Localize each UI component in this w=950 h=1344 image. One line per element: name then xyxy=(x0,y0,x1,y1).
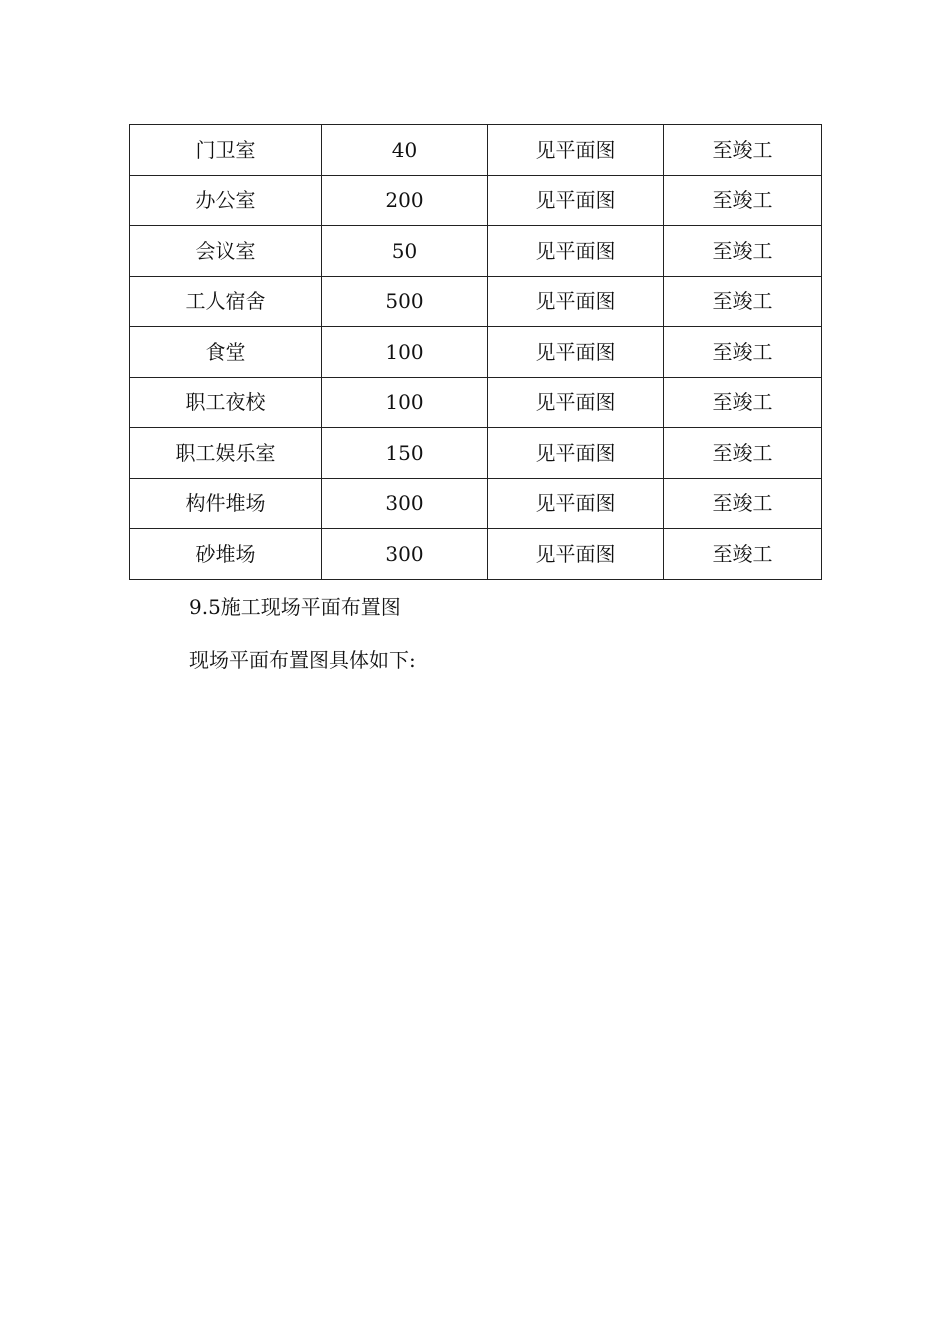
facility-location-cell: 见平面图 xyxy=(488,529,664,580)
table-row xyxy=(130,276,822,327)
facility-location-cell: 见平面图 xyxy=(488,428,664,479)
facility-name-cell: 职工娱乐室 xyxy=(130,428,322,479)
facility-area-cell: 100 xyxy=(322,327,488,378)
facility-area-cell: 200 xyxy=(322,175,488,226)
facility-area-cell: 50 xyxy=(322,226,488,277)
table-row xyxy=(130,478,822,529)
facility-location-cell: 见平面图 xyxy=(488,478,664,529)
facility-duration-cell: 至竣工 xyxy=(664,226,822,277)
table-row xyxy=(130,377,822,428)
facility-duration-cell: 至竣工 xyxy=(664,428,822,479)
table-row xyxy=(130,175,822,226)
facility-area-cell: 500 xyxy=(322,276,488,327)
table-row xyxy=(130,428,822,479)
facility-name-cell: 构件堆场 xyxy=(130,478,322,529)
facility-duration-cell: 至竣工 xyxy=(664,377,822,428)
facility-area-cell: 40 xyxy=(322,125,488,176)
facility-location-cell: 见平面图 xyxy=(488,377,664,428)
body-paragraph: 现场平面布置图具体如下: xyxy=(189,648,416,672)
table-row xyxy=(130,226,822,277)
facility-duration-cell: 至竣工 xyxy=(664,276,822,327)
facility-location-cell: 见平面图 xyxy=(488,276,664,327)
facility-table xyxy=(129,124,822,580)
facility-duration-cell: 至竣工 xyxy=(664,175,822,226)
facility-duration-cell: 至竣工 xyxy=(664,125,822,176)
table-row xyxy=(130,529,822,580)
facility-location-cell: 见平面图 xyxy=(488,125,664,176)
facility-area-cell: 300 xyxy=(322,529,488,580)
facility-area-cell: 150 xyxy=(322,428,488,479)
facility-name-cell: 砂堆场 xyxy=(130,529,322,580)
table-row xyxy=(130,125,822,176)
facility-name-cell: 会议室 xyxy=(130,226,322,277)
facility-location-cell: 见平面图 xyxy=(488,226,664,277)
facility-location-cell: 见平面图 xyxy=(488,175,664,226)
facility-name-cell: 食堂 xyxy=(130,327,322,378)
section-heading: 9.5施工现场平面布置图 xyxy=(189,595,401,619)
facility-duration-cell: 至竣工 xyxy=(664,327,822,378)
facility-location-cell: 见平面图 xyxy=(488,327,664,378)
facility-duration-cell: 至竣工 xyxy=(664,529,822,580)
facility-name-cell: 工人宿舍 xyxy=(130,276,322,327)
facility-area-cell: 100 xyxy=(322,377,488,428)
table-row xyxy=(130,327,822,378)
facility-name-cell: 门卫室 xyxy=(130,125,322,176)
facility-name-cell: 办公室 xyxy=(130,175,322,226)
facility-duration-cell: 至竣工 xyxy=(664,478,822,529)
facility-name-cell: 职工夜校 xyxy=(130,377,322,428)
facility-area-cell: 300 xyxy=(322,478,488,529)
